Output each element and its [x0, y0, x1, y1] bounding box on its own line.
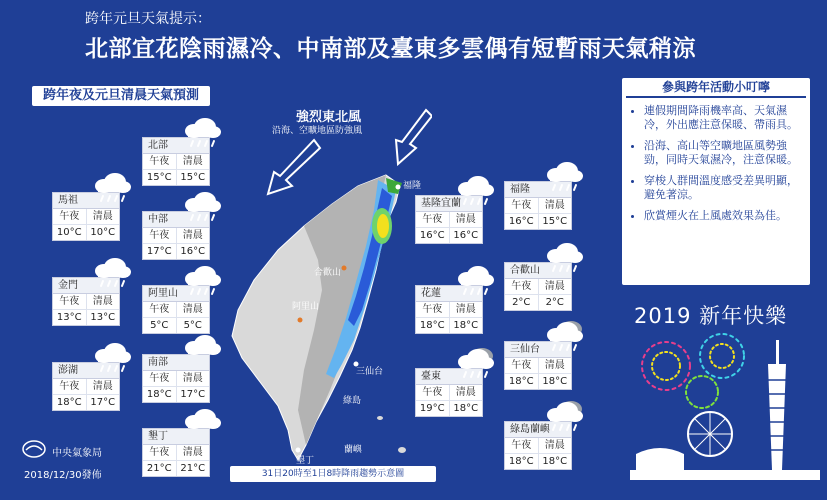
temp-night: 18°C — [416, 318, 450, 333]
agency-name: 中央氣象局 — [52, 448, 102, 459]
col-label-night: 午夜 — [143, 445, 177, 460]
col-label-night: 午夜 — [416, 212, 450, 227]
rain-cloud-icon — [90, 255, 134, 291]
new-year-greeting: 2019 新年快樂 — [634, 304, 788, 328]
city-name: 基隆宜蘭 — [416, 196, 482, 212]
col-label-morning: 清晨 — [544, 440, 565, 451]
rain-cloud-icon — [90, 170, 134, 206]
map-label-hehuan: 合歡山 — [314, 268, 342, 278]
wind-arrow-icon — [386, 106, 432, 168]
temp-night: 18°C — [53, 395, 87, 410]
city-name: 北部 — [143, 138, 209, 154]
temp-morning: 10°C — [90, 227, 116, 238]
cloud-rain-icon — [542, 399, 586, 435]
col-label-night: 午夜 — [416, 302, 450, 317]
temp-night: 18°C — [505, 454, 539, 469]
col-label-morning: 清晨 — [92, 296, 113, 307]
rain-cloud-icon — [90, 340, 134, 376]
col-label-morning: 清晨 — [182, 373, 203, 384]
col-label-night: 午夜 — [143, 154, 177, 169]
col-label-morning: 清晨 — [182, 156, 203, 167]
rain-cloud-icon — [180, 115, 224, 151]
rain-cloud-icon — [453, 173, 497, 209]
rain-cloud-icon — [542, 240, 586, 276]
city-name: 合歡山 — [505, 263, 571, 279]
temp-night: 10°C — [53, 225, 87, 240]
tip-item: • 連假期間降雨機率高、天氣濕冷，外出應注意保暖、帶雨具。 — [644, 104, 804, 132]
temp-morning: 18°C — [453, 320, 479, 331]
temp-night: 16°C — [505, 214, 539, 229]
tip-item: • 穿梭人群間溫度感受差異明顯，避免著涼。 — [644, 174, 804, 202]
city-name: 福隆 — [505, 182, 571, 198]
temp-morning: 18°C — [542, 456, 568, 467]
col-label-morning: 清晨 — [544, 360, 565, 371]
city-name: 澎湖 — [53, 363, 119, 379]
temp-night: 13°C — [53, 310, 87, 325]
page-title: 北部宜花陰雨濕冷、中南部及臺東多雲偶有短暫雨天氣稍涼 — [85, 36, 696, 62]
cloud-icon — [180, 406, 224, 442]
temp-night: 21°C — [143, 461, 177, 476]
agency-logo-icon — [22, 440, 46, 458]
col-label-morning: 清晨 — [92, 211, 113, 222]
temp-morning: 15°C — [542, 216, 568, 227]
col-label-night: 午夜 — [505, 198, 539, 213]
temp-night: 5°C — [143, 318, 177, 333]
col-label-morning: 清晨 — [544, 281, 565, 292]
col-label-morning: 清晨 — [455, 304, 476, 315]
col-label-morning: 清晨 — [92, 381, 113, 392]
city-name: 阿里山 — [143, 286, 209, 302]
subtitle: 跨年元旦天氣提示： — [85, 11, 211, 27]
temp-night: 15°C — [143, 170, 177, 185]
col-label-night: 午夜 — [143, 371, 177, 386]
col-label-night: 午夜 — [505, 279, 539, 294]
col-label-night: 午夜 — [53, 209, 87, 224]
temp-morning: 13°C — [90, 312, 116, 323]
map-label-fulong: 福隆 — [403, 181, 422, 191]
rain-cloud-icon — [542, 159, 586, 195]
col-label-night: 午夜 — [416, 385, 450, 400]
col-label-morning: 清晨 — [455, 214, 476, 225]
tip-item: • 欣賞煙火在上風處效果為佳。 — [644, 209, 804, 223]
fireworks-taipei101-icon — [630, 330, 820, 480]
temp-night: 2°C — [505, 295, 539, 310]
temp-morning: 18°C — [453, 403, 479, 414]
tip-item: • 沿海、高山等空曠地區風勢強勁，同時天氣濕冷，注意保暖。 — [644, 139, 804, 167]
temp-morning: 16°C — [453, 230, 479, 241]
rain-cloud-icon — [180, 263, 224, 299]
city-name: 綠島蘭嶼 — [505, 422, 571, 438]
map-label-lvdao: 綠島 — [343, 396, 362, 406]
map-caption: 31日20時至1日8時降雨趨勢示意圖 — [230, 466, 436, 482]
map-label-sanxiantai: 三仙台 — [356, 367, 384, 377]
col-label-night: 午夜 — [505, 358, 539, 373]
col-label-morning: 清晨 — [455, 387, 476, 398]
temp-morning: 2°C — [545, 297, 564, 308]
city-name: 三仙台 — [505, 342, 571, 358]
wind-subtitle: 沿海、空曠地區防強風 — [272, 126, 363, 136]
col-label-night: 午夜 — [505, 438, 539, 453]
wind-title: 強烈東北風 — [296, 110, 362, 125]
col-label-night: 午夜 — [53, 294, 87, 309]
temp-morning: 5°C — [183, 320, 202, 331]
rain-cloud-icon — [180, 189, 224, 225]
col-label-night: 午夜 — [143, 302, 177, 317]
map-label-kenting: 墾丁 — [296, 456, 315, 466]
tips-panel — [622, 78, 810, 285]
city-name: 馬祖 — [53, 193, 119, 209]
city-name: 花蓮 — [416, 286, 482, 302]
city-name: 臺東 — [416, 369, 482, 385]
col-label-morning: 清晨 — [182, 447, 203, 458]
city-name: 墾丁 — [143, 429, 209, 445]
temp-night: 17°C — [143, 244, 177, 259]
section-label: 跨年夜及元旦清晨天氣預測 — [32, 86, 210, 106]
cloud-rain-icon — [542, 319, 586, 355]
temp-night: 16°C — [416, 228, 450, 243]
temp-morning: 18°C — [542, 376, 568, 387]
cloud-rain-icon — [453, 346, 497, 382]
cloud-icon — [180, 332, 224, 368]
temp-night: 18°C — [143, 387, 177, 402]
temp-morning: 17°C — [90, 397, 116, 408]
city-name: 中部 — [143, 212, 209, 228]
col-label-night: 午夜 — [143, 228, 177, 243]
col-label-night: 午夜 — [53, 379, 87, 394]
temp-morning: 15°C — [180, 172, 206, 183]
temp-night: 18°C — [505, 374, 539, 389]
issue-date: 2018/12/30發佈 — [24, 470, 102, 481]
col-label-morning: 清晨 — [182, 304, 203, 315]
col-label-morning: 清晨 — [544, 200, 565, 211]
temp-morning: 16°C — [180, 246, 206, 257]
map-label-alishan: 阿里山 — [292, 302, 320, 312]
city-name: 南部 — [143, 355, 209, 371]
map-label-lanyu: 蘭嶼 — [344, 445, 363, 455]
temp-night: 19°C — [416, 401, 450, 416]
temp-morning: 17°C — [180, 389, 206, 400]
city-name: 金門 — [53, 278, 119, 294]
col-label-morning: 清晨 — [182, 230, 203, 241]
temp-morning: 21°C — [180, 463, 206, 474]
wind-arrow-icon — [262, 136, 322, 200]
tips-heading: 參與跨年活動小叮嚀 — [626, 78, 806, 98]
rain-cloud-icon — [453, 263, 497, 299]
